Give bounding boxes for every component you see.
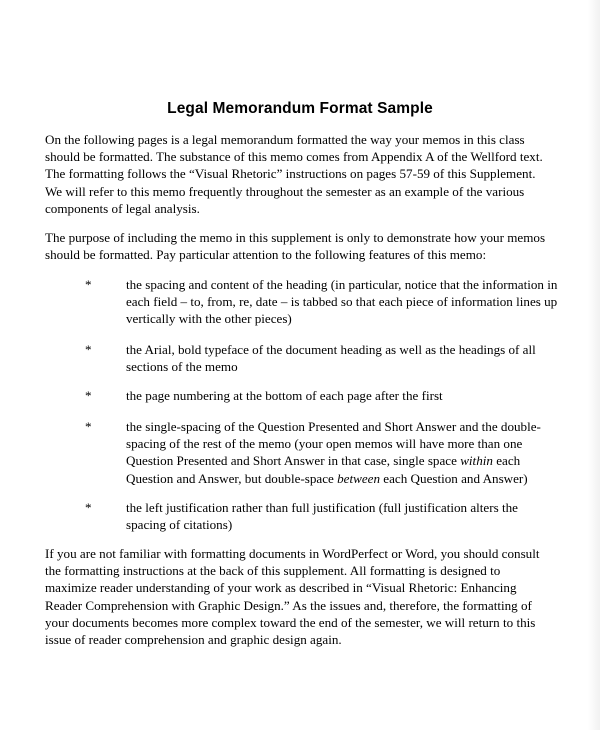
text-line: the Arial, bold typeface of the document heading as well as the headings of all (126, 342, 536, 357)
text-line: sections of the memo (126, 359, 238, 375)
bullet-text (126, 387, 586, 404)
text-line: should be formatted. Pay particular attention to the following features of this memo: (45, 247, 487, 263)
bullet-text (126, 418, 586, 487)
text-line: the spacing and content of the heading (in particular, notice that the information in (126, 277, 558, 292)
bullet-text (126, 276, 586, 328)
text-line: the single-spacing of the Question Presented and Short Answer and the double- (126, 419, 541, 434)
text-line: each field – to, from, re, date – is tabbed so that each piece of information lines up (126, 294, 558, 310)
bullet-marker: * (85, 419, 92, 434)
text-line (126, 470, 586, 487)
text-segment: each (492, 453, 521, 469)
text-line: spacing of citations) (126, 517, 233, 533)
text-line: the page numbering at the bottom of each page after the first (126, 388, 443, 403)
bullet-marker: * (85, 388, 92, 403)
bullet-marker: * (85, 277, 92, 292)
purpose-paragraph (45, 229, 585, 263)
text-line: spacing of the rest of the memo (your open memos will have more than one (126, 436, 523, 452)
text-line: components of legal analysis. (45, 200, 200, 216)
text-segment: each Question and Answer) (380, 470, 528, 486)
text-line: maximize reader understanding of your work as described in “Visual Rhetoric: Enhancing (45, 580, 517, 596)
text-line: The purpose of including the memo in this supplement is only to demonstrate how your memos (45, 230, 546, 245)
text-line: the left justification rather than full justification (full justification alters the (126, 500, 518, 515)
text-line: The formatting follows the “Visual Rhetoric” instructions on pages 57-59 of this Supplement. (45, 166, 536, 182)
text-line: vertically with the other pieces) (126, 311, 292, 327)
text-line: If you are not familiar with formatting documents in WordPerfect or Word, you should consult (45, 546, 540, 561)
document-title: Legal Memorandum Format Sample (167, 100, 433, 117)
text-line: We will refer to this memo frequently throughout the semester as an example of the various (45, 183, 525, 199)
text-segment: Question and Answer, but double-space (126, 470, 338, 486)
bullet-text (126, 341, 586, 375)
text-line: should be formatted. The substance of this memo comes from Appendix A of the Wellford text. (45, 149, 543, 165)
emphasis-between: between (337, 470, 381, 486)
closing-paragraph (45, 545, 585, 648)
emphasis-within: within (460, 453, 493, 469)
bullet-text (126, 499, 586, 533)
bullet-marker: * (85, 500, 92, 515)
text-line: issue of reader comprehension and graphic design again. (45, 632, 342, 648)
text-line: On the following pages is a legal memorandum formatted the way your memos in this class (45, 132, 525, 147)
intro-paragraph (45, 131, 585, 217)
text-line: Reader Comprehension with Graphic Design.” As the issues and, therefore, the formatting of (45, 597, 532, 613)
text-line (126, 452, 586, 469)
text-line: the formatting instructions at the back of this supplement. All formatting is designed to (45, 563, 501, 579)
text-segment: Question Presented and Short Answer in that case, single space (126, 453, 461, 469)
bullet-marker: * (85, 342, 92, 357)
text-line: your documents becomes more complex toward the end of the semester, we will return to this (45, 614, 536, 630)
